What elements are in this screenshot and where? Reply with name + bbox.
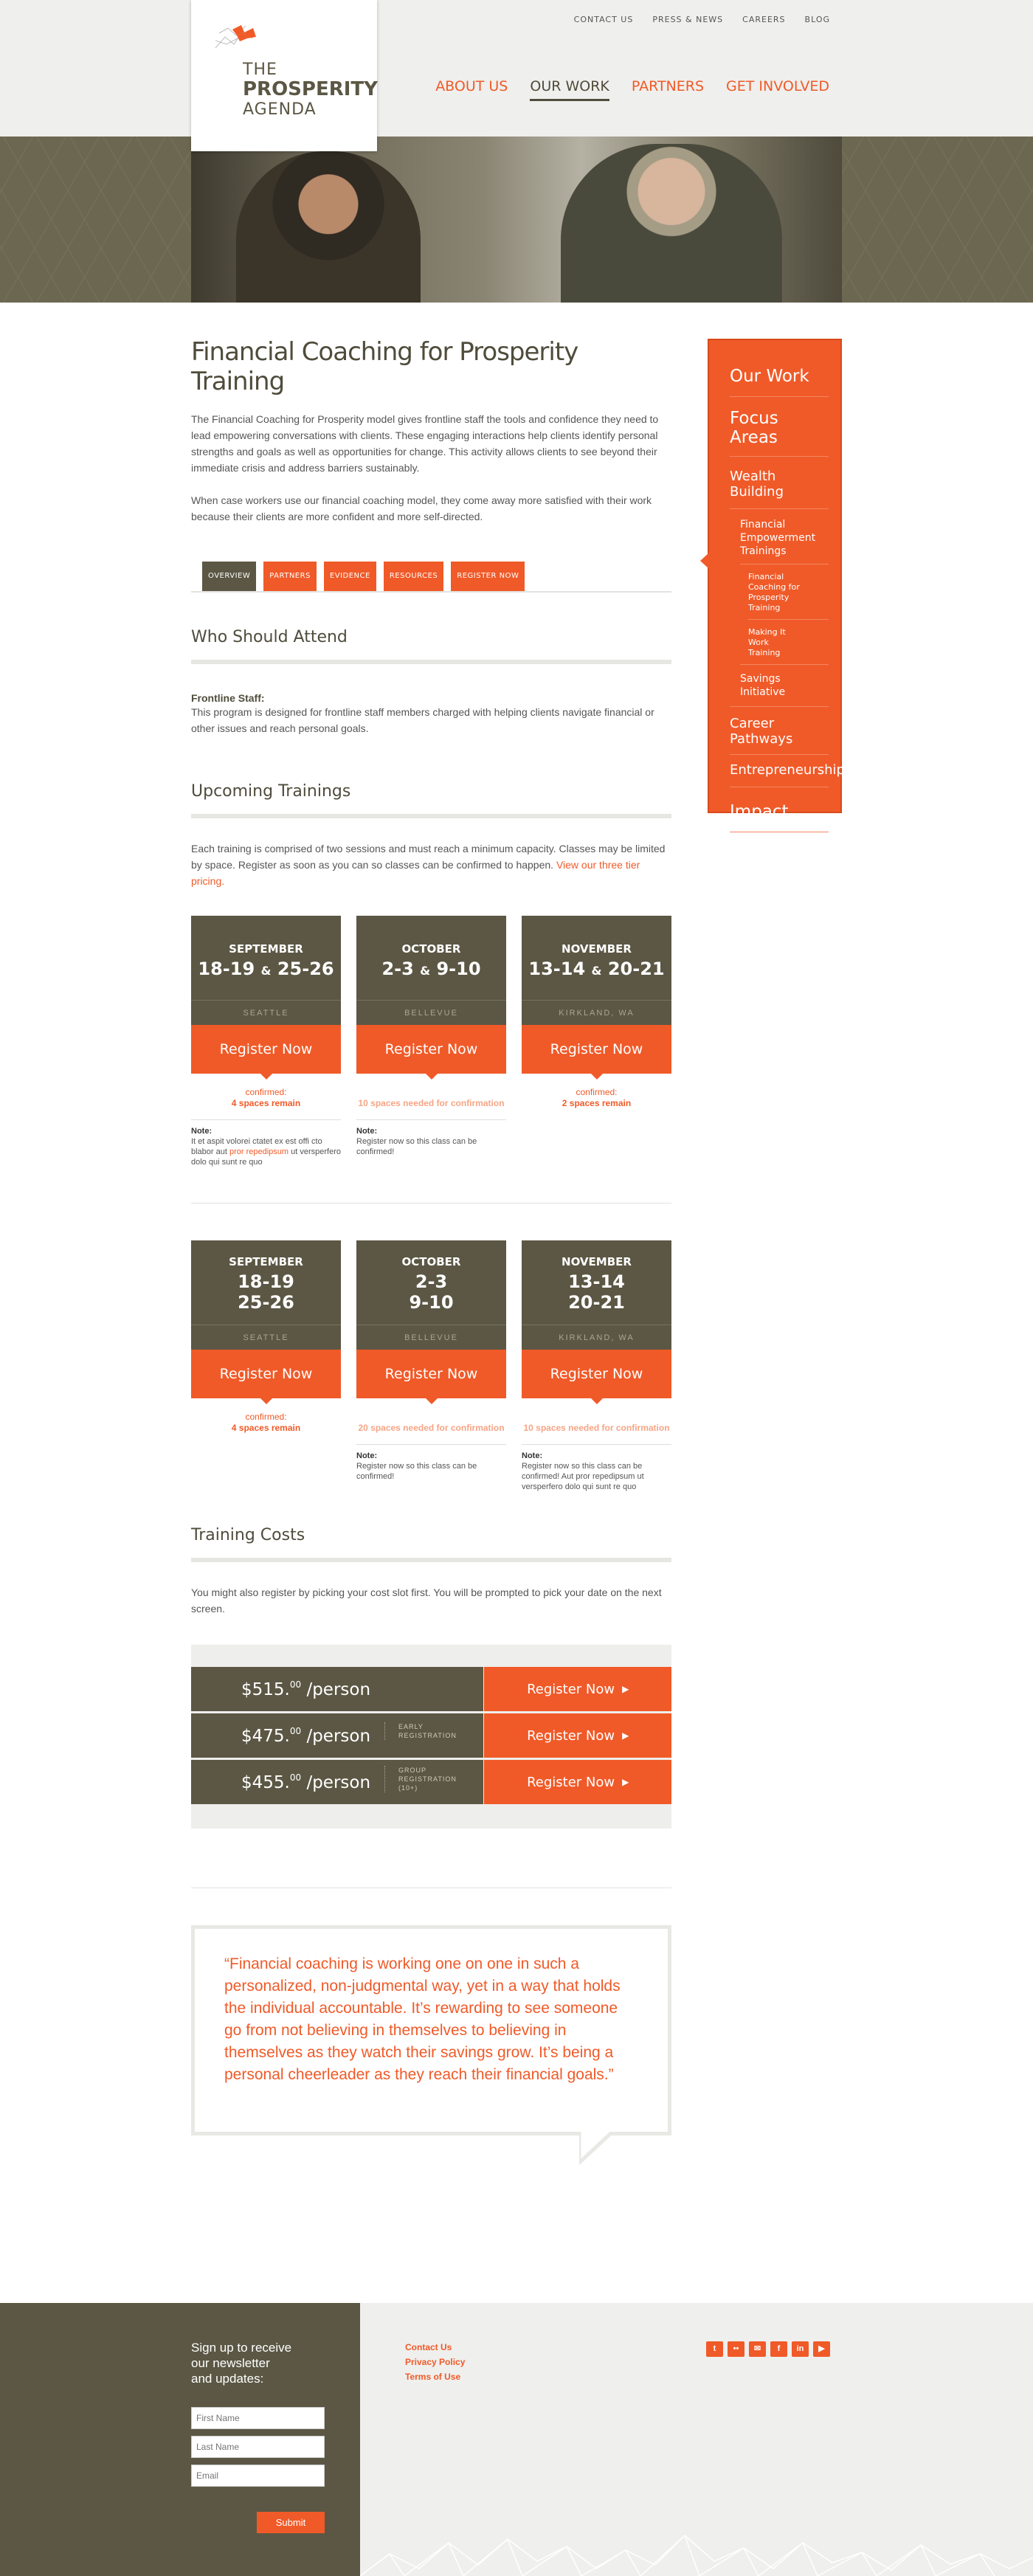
price-tag [384, 1766, 457, 1792]
submit-button[interactable]: Submit [257, 2512, 325, 2533]
site-footer [0, 2303, 1033, 2576]
register-now-button[interactable]: Register Now [356, 1350, 506, 1398]
logo-mark-icon [212, 22, 263, 55]
price-register-label: Register Now [527, 1727, 615, 1744]
util-link-press[interactable]: PRESS & NEWS [652, 15, 724, 24]
price-register-label: Register Now [527, 1774, 615, 1790]
register-now-button[interactable]: Register Now [191, 1025, 341, 1074]
sidebar-item-entrepreneurship[interactable]: Entrepreneurship [730, 762, 845, 778]
price-row [191, 1667, 671, 1711]
card-date-range-1: 2-3 [381, 959, 414, 979]
attend-label: Frontline Staff: [191, 692, 265, 704]
register-now-button[interactable]: Register Now [522, 1350, 671, 1398]
price-register-button[interactable] [484, 1667, 671, 1711]
footer-link-terms[interactable]: Terms of Use [405, 2372, 461, 2382]
card-status-line-2: 4 spaces remain [231, 1423, 301, 1433]
price-tag [384, 1722, 457, 1740]
card-note-label: Note: [191, 1127, 213, 1136]
card-city: BELLEVUE [356, 1325, 506, 1350]
price-tag-line-2: REGISTRATION [398, 1775, 457, 1783]
price-tag-line-2: REGISTRATION [398, 1732, 457, 1739]
nav-our-work[interactable]: OUR WORK [530, 78, 609, 101]
sidebar-item-focus-areas[interactable]: Focus Areas [730, 409, 778, 447]
sidebar-item-label: Financial [740, 519, 786, 531]
sidebar-divider [748, 619, 829, 620]
utility-nav [574, 15, 830, 24]
card-date-range-1: 13-14 [528, 959, 586, 979]
sidebar-divider [730, 396, 829, 397]
card-date-panel [522, 1240, 671, 1350]
card-date-range-2: 25-26 [277, 959, 334, 979]
card-month: OCTOBER [401, 1255, 461, 1268]
card-month: NOVEMBER [562, 942, 632, 956]
sidebar-item-label: Prosperity Training [748, 593, 790, 612]
price-tag-line-1: GROUP [398, 1767, 427, 1774]
price-dollars: $515. [241, 1679, 290, 1699]
main-nav [435, 78, 829, 101]
price-dollars: $455. [241, 1772, 290, 1792]
hero-banner [0, 137, 1033, 303]
card-status-line-1: confirmed: [576, 1087, 618, 1097]
card-note-text: Register now so this class can be confirmed! Aut pror repedipsum ut versperfero dolo qui sunt re quo [522, 1462, 644, 1491]
intro-paragraph-1: The Financial Coaching for Prosperity model gives frontline staff the tools and confidence they need to lead empowering conversations with clients. These engaging interactions help clients identify personal strengths and goals as well as opportunities for change. This activity allows clients to see beyond their immediate crisis and address barriers sustainably. [191, 413, 659, 474]
nav-get-involved[interactable]: GET INVOLVED [726, 78, 829, 94]
card-note-label: Note: [356, 1451, 378, 1460]
card-date-range-2: 25-26 [238, 1292, 294, 1313]
price-amount [241, 1679, 370, 1699]
price-cents: 00 [289, 1679, 302, 1690]
sidebar-item-label: Coaching for [748, 582, 800, 592]
sidebar-divider [730, 456, 829, 457]
social-links [706, 2341, 830, 2357]
first-name-field[interactable] [191, 2407, 325, 2429]
register-now-button[interactable]: Register Now [191, 1350, 341, 1398]
sidebar-divider [730, 706, 829, 707]
training-costs-heading: Training Costs [191, 1526, 671, 1562]
email-icon[interactable]: ✉ [749, 2341, 766, 2357]
card-date-range-1: 13-14 [568, 1271, 625, 1292]
card-status [522, 1087, 671, 1109]
card-date-range-2: 20-21 [607, 959, 665, 979]
card-date-range-2: 20-21 [568, 1292, 625, 1313]
price-register-button[interactable] [484, 1760, 671, 1804]
card-note-text: Register now so this class can be confirmed! [356, 1462, 477, 1481]
footer-link-privacy[interactable]: Privacy Policy [405, 2357, 466, 2367]
price-tag-line-1: EARLY [398, 1723, 424, 1730]
card-status: 20 spaces needed for confirmation [358, 1423, 505, 1433]
card-month: SEPTEMBER [229, 1255, 303, 1268]
training-card [191, 916, 341, 1167]
speech-bubble-tail [579, 2132, 616, 2165]
newsletter-line: Sign up to receive [191, 2341, 292, 2355]
attend-text: This program is designed for frontline staff members charged with helping clients navigate financial or other issues and reach personal goals. [191, 706, 654, 734]
footer-mountain-pattern [360, 2532, 1033, 2576]
card-dates: 18-19 & 25-26 [198, 959, 334, 979]
util-link-careers[interactable]: CAREERS [742, 15, 786, 24]
newsletter-line: and updates: [191, 2372, 264, 2386]
card-city: KIRKLAND, WA [522, 1325, 671, 1350]
card-date-panel [191, 1240, 341, 1350]
card-note-label: Note: [356, 1127, 378, 1136]
card-date-panel [522, 916, 671, 1025]
price-row [191, 1760, 671, 1804]
sidebar-item-label: Empowerment [740, 532, 816, 544]
card-note-text: It et aspit volorei ctatet ex est offi cto blabor aut [191, 1137, 322, 1156]
quote-text: “Financial coaching is working one on one in such a personalized, non-judgmental way, yet in a way that holds the individual accountable. It’s rewarding to see someone go from not believing in themselves to believing in themselves as they watch their savings grow. It’s being a personal cheerleader as they reach their financial goals.” [224, 1955, 621, 2083]
newsletter-heading [191, 2340, 331, 2386]
card-dates: 2-3 & 9-10 [381, 959, 481, 979]
card-month: SEPTEMBER [229, 942, 303, 956]
flickr-icon[interactable]: •• [728, 2341, 744, 2357]
price-register-button[interactable] [484, 1713, 671, 1758]
arrow-right-icon: ▶ [622, 1777, 629, 1787]
card-status-line-1: confirmed: [245, 1412, 287, 1422]
sidebar-item-label: Financial [748, 572, 784, 581]
price-amount [241, 1726, 370, 1746]
facebook-icon[interactable]: f [770, 2341, 787, 2357]
training-card [191, 1240, 341, 1492]
card-date-panel [356, 916, 506, 1025]
card-status-line-1: confirmed: [245, 1087, 287, 1097]
sidebar-item-fe-trainings[interactable] [709, 518, 840, 558]
training-card [522, 916, 671, 1167]
price-amount [241, 1772, 370, 1792]
price-cents: 00 [289, 1772, 302, 1783]
card-month: OCTOBER [401, 942, 461, 956]
card-status-line-2: 2 spaces remain [562, 1098, 632, 1108]
card-date-range-1: 18-19 [238, 1271, 294, 1292]
email-field[interactable] [191, 2465, 325, 2487]
tab-resources[interactable]: RESOURCES [384, 562, 443, 591]
last-name-field[interactable] [191, 2436, 325, 2458]
price-row [191, 1713, 671, 1758]
sidebar-divider [730, 754, 829, 755]
sidebar-item-fc-prosperity[interactable] [709, 572, 840, 613]
intro-paragraph-2: When case workers use our financial coaching model, they come away more satisfied with their work because their clients are more confident and more self-directed. [191, 494, 652, 522]
card-month: NOVEMBER [562, 1255, 632, 1268]
card-date-range-1: 2-3 [415, 1271, 448, 1292]
card-date-range-1: 18-19 [198, 959, 255, 979]
sidebar-item-label: Making It Work [748, 627, 786, 647]
twitter-icon[interactable]: t [706, 2341, 723, 2357]
price-unit: /person [301, 1726, 371, 1746]
costs-text: You might also register by picking your cost slot first. You will be prompted to pick your date on the next screen. [191, 1586, 662, 1615]
card-note-label: Note: [522, 1451, 543, 1460]
price-cell [191, 1667, 483, 1711]
card-dates [522, 1271, 671, 1313]
main-content [191, 303, 671, 2135]
register-now-button[interactable]: Register Now [522, 1025, 671, 1074]
section-sidebar [708, 339, 845, 885]
sidebar-item-career-pathways[interactable]: Career Pathways [730, 716, 793, 747]
linkedin-icon[interactable]: in [792, 2341, 809, 2357]
arrow-right-icon: ▶ [622, 1730, 629, 1741]
hero-photo-person-right [561, 144, 782, 303]
price-tag-line-3: (10+) [398, 1784, 418, 1792]
logo-text-the: THE [243, 61, 277, 79]
tab-evidence[interactable]: EVIDENCE [324, 562, 376, 591]
training-card [356, 916, 506, 1167]
sidebar-item-our-work[interactable]: Our Work [730, 367, 809, 386]
sidebar-item-label: Training [748, 648, 781, 657]
sidebar-divider [740, 664, 829, 665]
card-note-text-end: ut versperfero dolo qui sunt re quo [191, 1147, 341, 1167]
card-date-panel [191, 916, 341, 1025]
card-note [522, 1444, 671, 1492]
price-register-label: Register Now [527, 1681, 615, 1697]
sidebar-item-making-it-work[interactable] [709, 627, 840, 658]
price-cents: 00 [289, 1725, 302, 1736]
card-city: BELLEVUE [356, 1000, 506, 1025]
testimonial-quote [191, 1925, 671, 2135]
price-cell [191, 1713, 483, 1758]
content-tabs [191, 562, 671, 593]
card-dates [191, 1271, 341, 1313]
sidebar-pointer [700, 553, 709, 569]
price-unit: /person [301, 1679, 371, 1699]
sidebar-item-impact[interactable]: Impact [730, 802, 789, 821]
card-dates: 13-14 & 20-21 [528, 959, 665, 979]
training-card [522, 1240, 671, 1492]
sidebar-item-savings-initiative[interactable]: Savings Initiative [740, 673, 786, 698]
util-link-blog[interactable]: BLOG [804, 15, 830, 24]
training-cards-a [191, 916, 671, 1167]
card-city: SEATTLE [191, 1325, 341, 1350]
card-date-range-2: 9-10 [436, 959, 481, 979]
tab-register-now[interactable]: REGISTER NOW [451, 562, 525, 591]
price-unit: /person [301, 1772, 371, 1792]
price-cell [191, 1760, 483, 1804]
training-cards-b [191, 1240, 671, 1492]
card-note-link[interactable]: pror repedipsum [229, 1147, 289, 1156]
nav-about-us[interactable]: ABOUT US [435, 78, 508, 94]
logo-text-agenda: AGENDA [243, 100, 317, 119]
upcoming-trainings-heading: Upcoming Trainings [191, 782, 671, 818]
attend-block [191, 692, 671, 736]
card-status: 10 spaces needed for confirmation [523, 1423, 670, 1433]
sidebar-item-label: Trainings [740, 545, 787, 557]
who-should-attend-heading: Who Should Attend [191, 628, 671, 664]
site-logo[interactable] [191, 0, 377, 151]
pricing-link[interactable]: View our three tier pricing. [191, 859, 640, 887]
card-note [356, 1444, 506, 1482]
register-now-button[interactable]: Register Now [356, 1025, 506, 1074]
section-divider [191, 1203, 671, 1204]
footer-link-contact[interactable]: Contact Us [405, 2342, 452, 2352]
tab-partners[interactable]: PARTNERS [263, 562, 317, 591]
card-city: SEATTLE [191, 1000, 341, 1025]
pricing-table [191, 1645, 671, 1829]
card-date-panel [356, 1240, 506, 1350]
card-status [191, 1412, 341, 1434]
footer-links [405, 2340, 465, 2384]
logo-text-prosperity: PROSPERITY [243, 78, 378, 100]
card-status [191, 1087, 341, 1109]
card-status: 10 spaces needed for confirmation [358, 1098, 505, 1108]
sidebar-item-wealth-building[interactable]: Wealth Building [730, 469, 784, 500]
card-status-line-2: 4 spaces remain [231, 1098, 301, 1108]
sidebar-divider [730, 508, 829, 509]
newsletter-line: our newsletter [191, 2356, 270, 2370]
youtube-icon[interactable]: ▶ [813, 2341, 830, 2357]
card-city: KIRKLAND, WA [522, 1000, 671, 1025]
card-note [356, 1119, 506, 1157]
sidebar-item-policy-agenda[interactable]: Policy Agenda [730, 847, 795, 885]
page-title: Financial Coaching for Prosperity Training [191, 337, 578, 396]
price-dollars: $475. [241, 1726, 290, 1746]
site-header [0, 0, 1033, 137]
nav-partners[interactable]: PARTNERS [631, 78, 705, 94]
training-card [356, 1240, 506, 1492]
upcoming-text [191, 840, 671, 889]
card-note [191, 1119, 341, 1167]
card-dates [356, 1271, 506, 1313]
upcoming-text-body: Each training is comprised of two sessions and must reach a minimum capacity. Classes may be limited by space. Register as soon as you can so classes can be confirmed to happen. [191, 843, 666, 871]
card-date-range-2: 9-10 [409, 1292, 454, 1313]
util-link-contact[interactable]: CONTACT US [573, 15, 634, 24]
card-note-text: Register now so this class can be confirmed! [356, 1137, 477, 1156]
tab-overview[interactable]: OVERVIEW [202, 562, 256, 591]
arrow-right-icon: ▶ [622, 1684, 629, 1694]
